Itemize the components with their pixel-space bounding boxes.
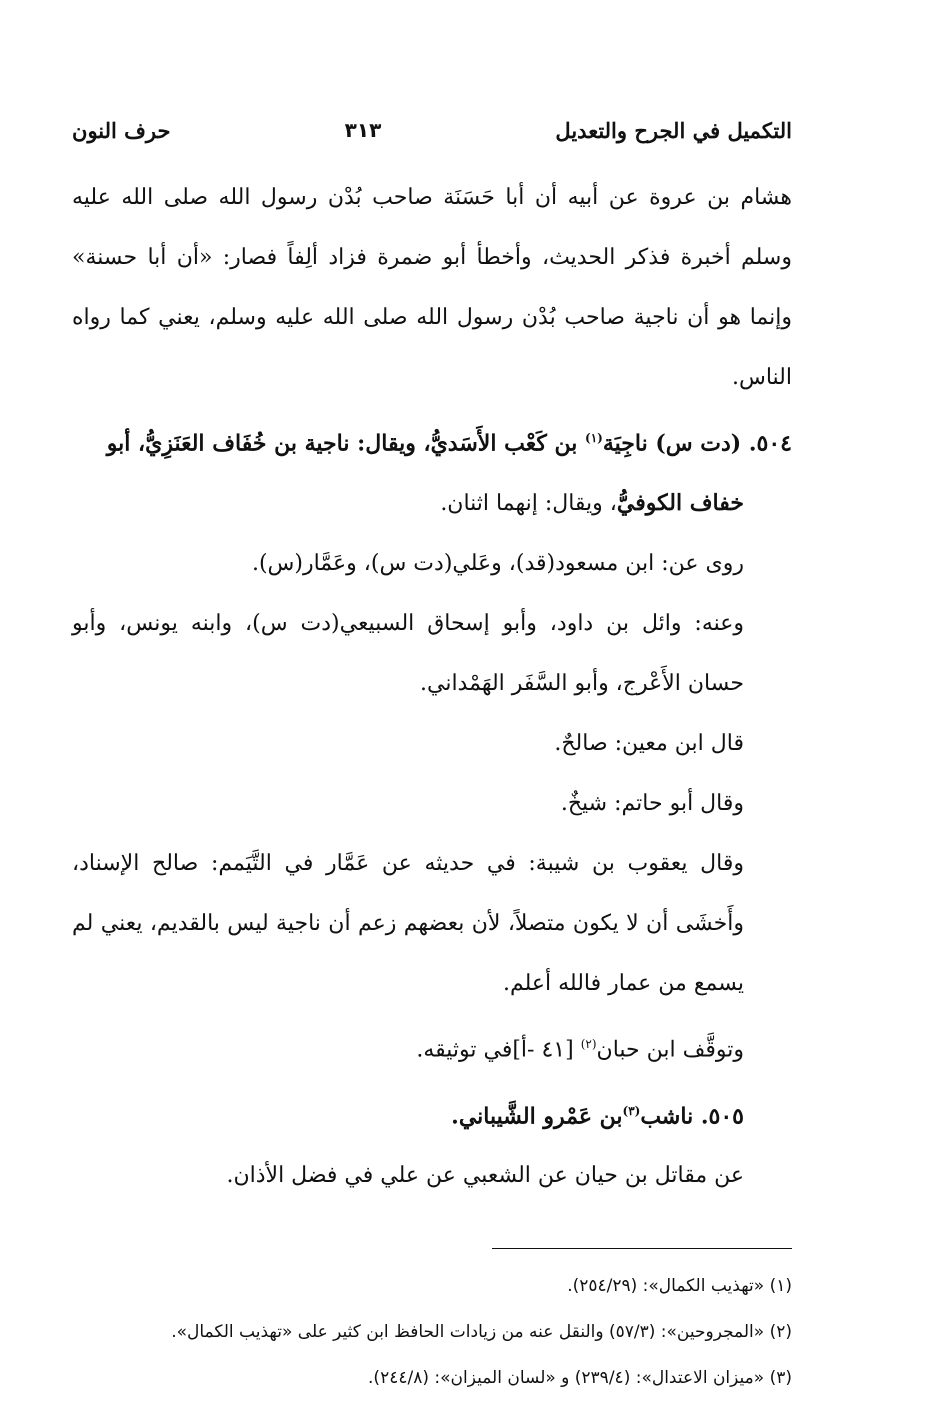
footnote-ref-3[interactable]: (٣) bbox=[622, 1103, 641, 1118]
paragraph-yaqub: وقال يعقوب بن شيبة: في حديثه عن عَمَّار في التَّيَمم: صالح الإسناد، وأَخشَى أن لا يكون متصلاً، لأن بعضهم زعم أن ناجية ليس بالقديم، يعني لم يسمع من عمار فالله أعلم. bbox=[72, 851, 744, 997]
entry-504-symbols: (دت س) bbox=[655, 430, 742, 457]
entry-505 bbox=[72, 1081, 792, 1146]
book-title: التكميل في الجرح والتعديل bbox=[555, 117, 792, 143]
entry-504-continuation bbox=[72, 473, 792, 534]
entry-504-rest: بن كَعْب الأَسَديُّ، ويقال: ناجية بن خُفَاف العَنَزِيُّ، أبو bbox=[106, 430, 578, 457]
page-number: ٣١٣ bbox=[344, 118, 382, 142]
entry-505-name: ناشب bbox=[640, 1102, 694, 1129]
entry-504-number: ٥٠٤. bbox=[748, 430, 792, 457]
entry-504 bbox=[72, 408, 792, 534]
body-text bbox=[72, 168, 792, 1206]
footnotes bbox=[72, 1263, 792, 1401]
entry-505-number: ٥٠٥. bbox=[700, 1102, 744, 1129]
chapter-title: حرف النون bbox=[72, 117, 171, 143]
ibn-hibban-text: وتوقَّف ابن حبان bbox=[596, 1037, 744, 1063]
entry-505-rest: بن عَمْرو الشَّيباني. bbox=[451, 1102, 623, 1129]
footnote-ref-1[interactable]: (١) bbox=[585, 431, 603, 445]
paragraph-ibn-hibban bbox=[72, 1014, 792, 1080]
entry-504-note: ، ويقال: إنهما اثنان. bbox=[440, 491, 617, 517]
footnote-separator bbox=[492, 1248, 792, 1249]
footnote-3: (٣) «ميزان الاعتدال»: (٢٣٩/٤) و «لسان الميزان»: (٢٤٤/٨). bbox=[368, 1367, 792, 1388]
footnote-2: (٢) «المجروحين»: (٥٧/٣) والنقل عنه من زيادات الحافظ ابن كثير على «تهذيب الكمال». bbox=[171, 1321, 792, 1342]
page bbox=[72, 110, 792, 1401]
entry-504-kunya: خفاف الكوفيُّ bbox=[616, 490, 744, 517]
footnote-1: (١) «تهذيب الكمال»: (٢٥٤/٢٩). bbox=[567, 1275, 792, 1296]
paragraph-narrators: وعنه: وائل بن داود، وأبو إسحاق السبيعي(دت س)، وابنه يونس، وأبو حسان الأَعْرج، وأبو السَّفَر الهَمْداني. bbox=[72, 611, 744, 697]
running-header bbox=[72, 110, 792, 150]
entry-504-name: ناجِيَة bbox=[602, 430, 648, 457]
manuscript-folio: [٤١ -أ]في توثيقه. bbox=[416, 1037, 574, 1063]
paragraph-1: هشام بن عروة عن أبيه أن أبا حَسَنَة صاحب بُدْن رسول الله صلى الله عليه وسلم أخبرة فذكر الحديث، وأخطأ أبو ضمرة فزاد ألِفاً فصار: «أن أبا حسنة» وإنما هو أن ناجية صاحب بُدْن رسول الله صلى الله عليه وسلم، يعني كما رواه الناس. bbox=[72, 185, 792, 390]
paragraph-narrated-from: روى عن: ابن مسعود(قد)، وعَلي(دت س)، وعَمَّار(س). bbox=[251, 551, 744, 577]
paragraph-abu-hatim: وقال أبو حاتم: شيخٌ. bbox=[560, 791, 744, 817]
footnote-ref-2[interactable]: (٢) bbox=[580, 1037, 597, 1052]
paragraph-muqatil: عن مقاتل بن حيان عن الشعبي عن علي في فضل الأذان. bbox=[226, 1162, 744, 1188]
paragraph-ibn-maeen: قال ابن معين: صالحٌ. bbox=[554, 731, 744, 757]
